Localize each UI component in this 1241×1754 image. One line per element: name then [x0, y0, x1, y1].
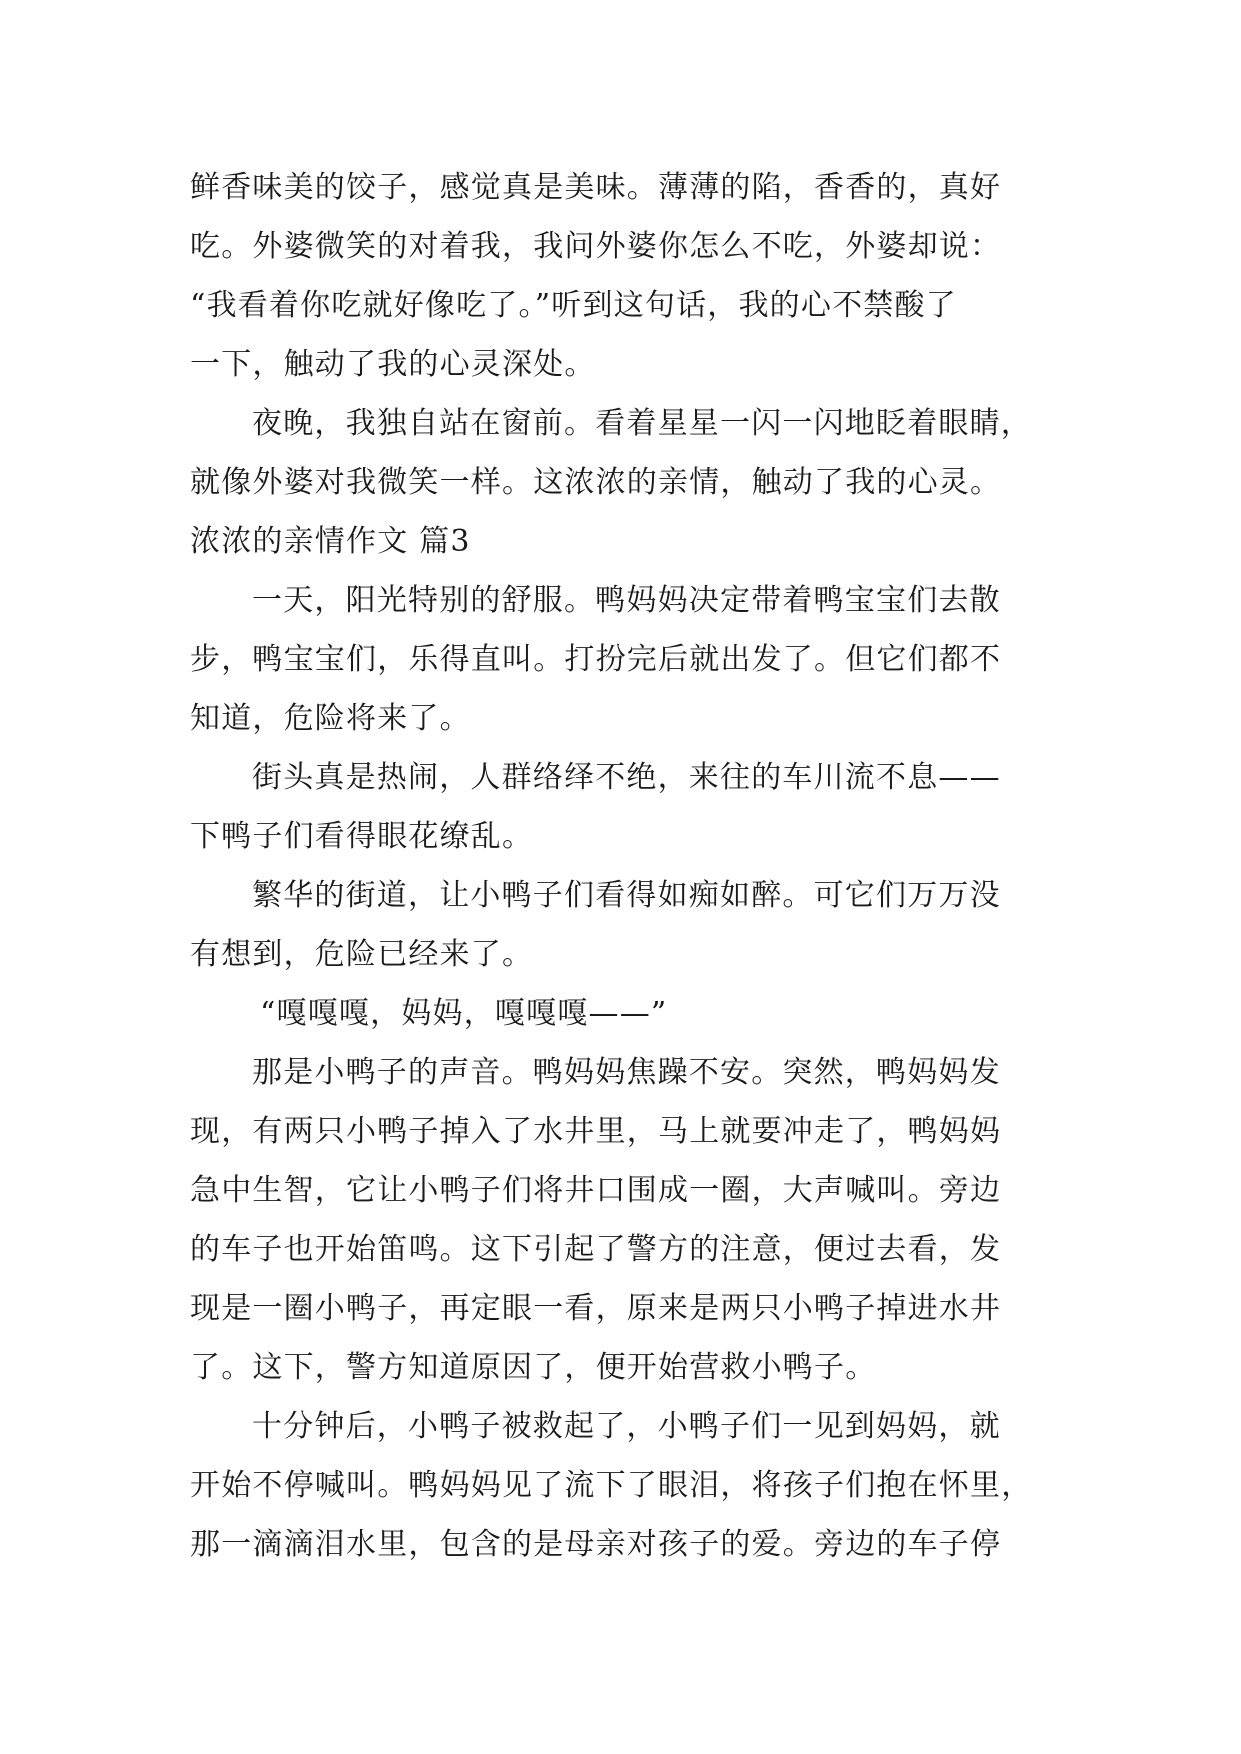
paragraph-start: 一天，阳光特别的舒服。鸭妈妈决定带着鸭宝宝们去散	[252, 583, 1001, 618]
paragraph-start: 夜晚，我独自站在窗前。看着星星一闪一闪地眨着眼睛，	[252, 406, 1032, 441]
text-line: 就像外婆对我微笑一样。这浓浓的亲情，触动了我的心灵。	[190, 465, 1002, 500]
text-line: 了。这下，警方知道原因了，便开始营救小鸭子。	[190, 1350, 877, 1385]
text-line: 现，有两只小鸭子掉入了水井里，马上就要冲走了，鸭妈妈	[190, 1114, 1002, 1149]
paragraph-start: 那是小鸭子的声音。鸭妈妈焦躁不安。突然，鸭妈妈发	[252, 1055, 1001, 1090]
text-line: 的车子也开始笛鸣。这下引起了警方的注意，便过去看，发	[190, 1232, 1002, 1267]
text-line: 知道，危险将来了。	[190, 701, 471, 736]
section-heading: 浓浓的亲情作文 篇3	[190, 524, 471, 559]
text-line: 步，鸭宝宝们，乐得直叫。打扮完后就出发了。但它们都不	[190, 642, 1002, 677]
paragraph-start: 街头真是热闹，人群络绎不绝，来往的车川流不息——	[252, 760, 1001, 795]
text-line: 鲜香味美的饺子，感觉真是美味。薄薄的陷，香香的，真好	[190, 170, 1002, 205]
text-line: 有想到，危险已经来了。	[190, 937, 534, 972]
text-line: 急中生智，它让小鸭子们将井口围成一圈，大声喊叫。旁边	[190, 1173, 1002, 1208]
text-line: 现是一圈小鸭子，再定眼一看，原来是两只小鸭子掉进水井	[190, 1291, 1002, 1326]
document-body	[190, 158, 1056, 1574]
text-line: 那一滴滴泪水里，包含的是母亲对孩子的爱。旁边的车子停	[190, 1527, 1002, 1562]
text-line: 开始不停喊叫。鸭妈妈见了流下了眼泪，将孩子们抱在怀里，	[190, 1468, 1033, 1503]
text-line: “我看着你吃就好像吃了。”听到这句话，我的心不禁酸了	[190, 288, 957, 323]
text-line: 吃。外婆微笑的对着我，我问外婆你怎么不吃，外婆却说：	[190, 229, 1002, 264]
text-line: 一下，触动了我的心灵深处。	[190, 347, 596, 382]
paragraph-start: 十分钟后，小鸭子被救起了，小鸭子们一见到妈妈，就	[252, 1409, 1001, 1444]
paragraph-start: 繁华的街道，让小鸭子们看得如痴如醉。可它们万万没	[252, 878, 1001, 913]
dialogue-line: “嘎嘎嘎，妈妈，嘎嘎嘎——”	[260, 996, 668, 1031]
text-line: 下鸭子们看得眼花缭乱。	[190, 819, 534, 854]
